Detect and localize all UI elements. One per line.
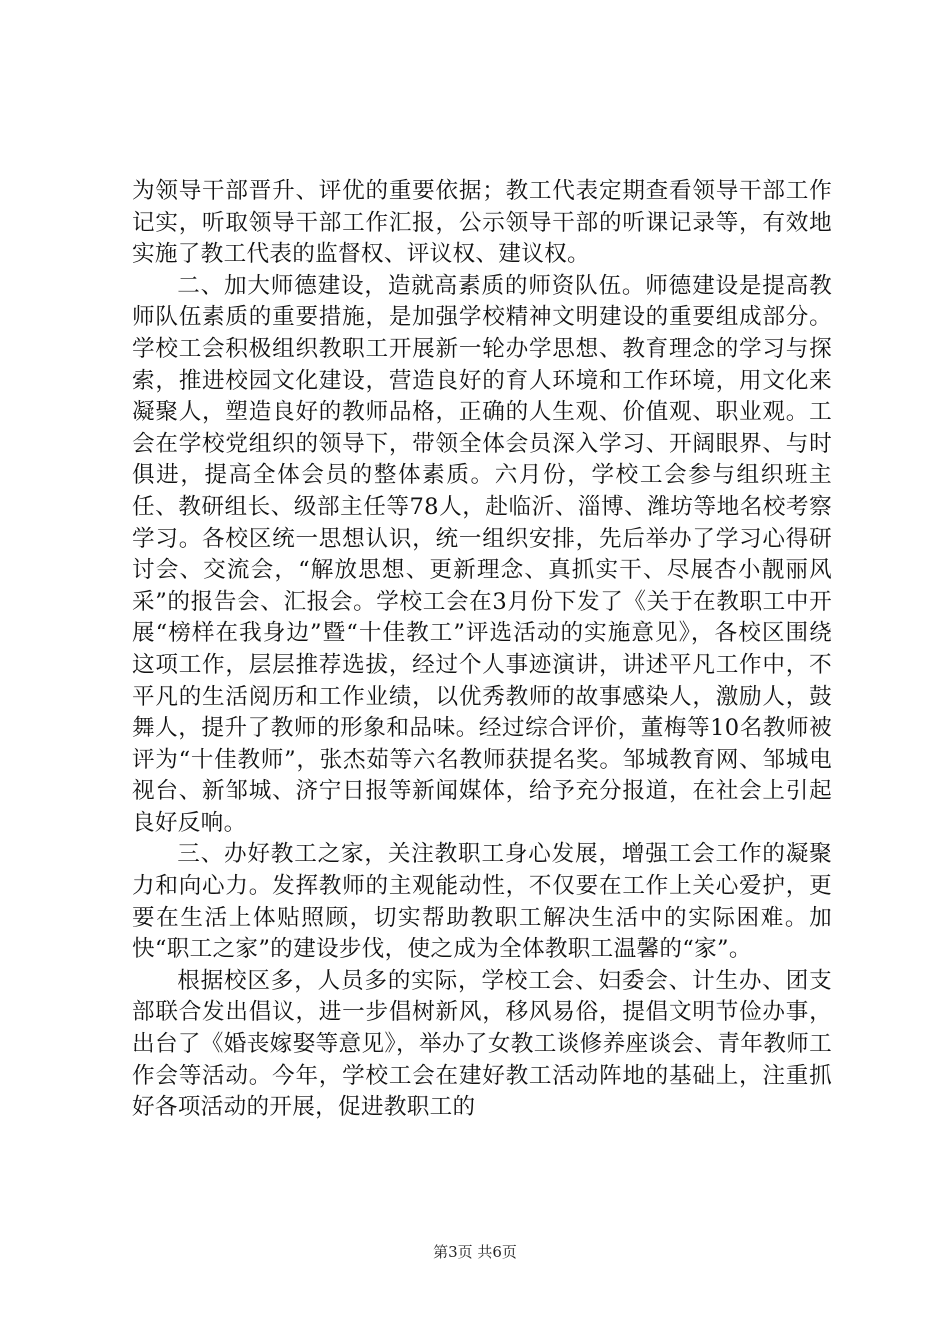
paragraph-2: 二、加大师德建设，造就高素质的师资队伍。师德建设是提高教师队伍素质的重要措施，是加强学校精神文明建设的重要组成部分。学校工会积极组织教职工开展新一轮办学思想、教育理念的学习与探索，推进校园文化建设，营造良好的育人环境和工作环境，用文化来凝聚人，塑造良好的教师品格，正确的人生观、价值观、职业观。工会在学校党组织的领导下，带领全体会员深入学习、开阔眼界、与时俱进，提高全体会员的整体素质。六月份，学校工会参与组织班主任、教研组长、级部主任等78人，赴临沂、淄博、潍坊等地名校考察学习。各校区统一思想认识，统一组织安排，先后举办了学习心得研讨会、交流会，“解放思想、更新理念、真抓实干、尽展杏小靓丽风采”的报告会、汇报会。学校工会在3月份下发了《关于在教职工中开展“榜样在我身边”暨“十佳教工”评选活动的实施意见》，各校区围绕这项工作，层层推荐选拔，经过个人事迹演讲，讲述平凡工作中，不平凡的生活阅历和工作业绩，以优秀教师的故事感染人，激励人，鼓舞人，提升了教师的形象和品味。经过综合评价，董梅等10名教师被评为“十佳教师”，张杰茹等六名教师获提名奖。邹城教育网、邹城电视台、新邹城、济宁日报等新闻媒体，给予充分报道，在社会上引起良好反响。: [132, 272, 832, 836]
paragraph-3: 三、办好教工之家，关注教职工身心发展，增强工会工作的凝聚力和向心力。发挥教师的主观能动性，不仅要在工作上关心爱护，更要在生活上体贴照顾，切实帮助教职工解决生活中的实际困难。加快“职工之家”的建设步伐，使之成为全体教职工温馨的“家”。: [132, 841, 832, 963]
page-number-footer: 第3页 共6页: [433, 1243, 517, 1261]
paragraph-4: 根据校区多，人员多的实际，学校工会、妇委会、计生办、团支部联合发出倡议，进一步倡树新风，移风易俗，提倡文明节俭办事，出台了《婚丧嫁娶等意见》，举办了女教工谈修养座谈会、青年教师工作会等活动。今年，学校工会在建好教工活动阵地的基础上，注重抓好各项活动的开展，促进教职工的: [132, 967, 832, 1121]
document-body: [132, 176, 832, 1124]
paragraph-1: 为领导干部晋升、评优的重要依据；教工代表定期查看领导干部工作记实，听取领导干部工作汇报，公示领导干部的听课记录等，有效地实施了教工代表的监督权、评议权、建议权。: [132, 178, 832, 268]
